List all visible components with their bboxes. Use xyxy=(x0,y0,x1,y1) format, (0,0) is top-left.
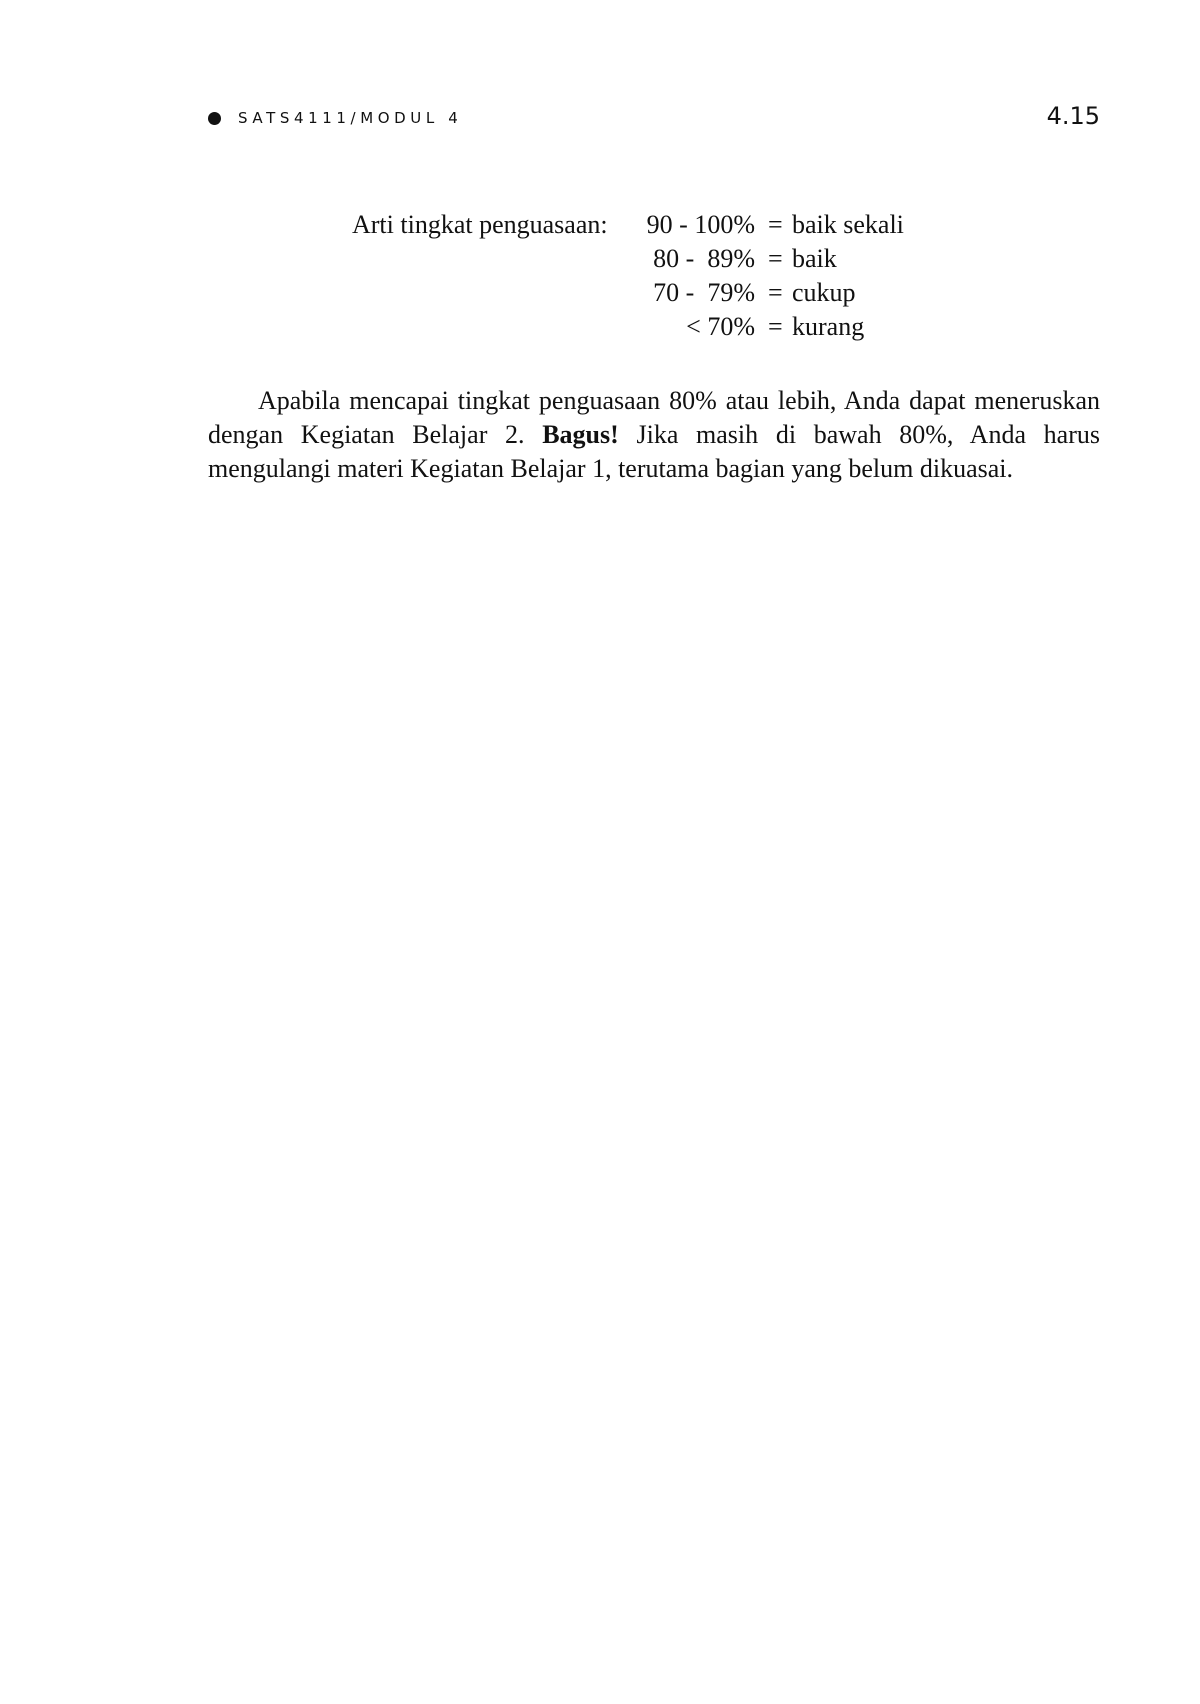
bullet-icon xyxy=(208,112,221,125)
mastery-range: 70 - 79% xyxy=(653,278,755,307)
mastery-category: baik xyxy=(792,244,837,273)
mastery-equals: = xyxy=(768,210,783,239)
mastery-equals: = xyxy=(768,278,783,307)
page-number: 4.15 xyxy=(1046,102,1100,130)
mastery-range: 90 - 100% xyxy=(646,210,755,239)
running-header xyxy=(208,102,1100,142)
mastery-category: cukup xyxy=(792,278,856,307)
body-text-part2: Jika masih di bawah 80%, Anda harus mengulangi materi Kegiatan Belajar 1, terutama bagian yang belum dikuasai. xyxy=(208,420,1100,483)
mastery-category: kurang xyxy=(792,312,865,341)
mastery-range: < 70% xyxy=(686,312,755,341)
mastery-equals: = xyxy=(768,244,783,273)
mastery-category: baik sekali xyxy=(792,210,904,239)
module-code: SATS4111/MODUL 4 xyxy=(238,109,463,127)
body-text-bold: Bagus! xyxy=(542,420,619,449)
body-paragraph xyxy=(208,384,1100,486)
mastery-label: Arti tingkat penguasaan: xyxy=(352,210,608,239)
body-text-part1: Apabila mencapai tingkat penguasaan 80% atau lebih, Anda dapat meneruskan dengan Kegiatan Belajar 2. xyxy=(208,386,1100,449)
mastery-equals: = xyxy=(768,312,783,341)
mastery-range: 80 - 89% xyxy=(653,244,755,273)
